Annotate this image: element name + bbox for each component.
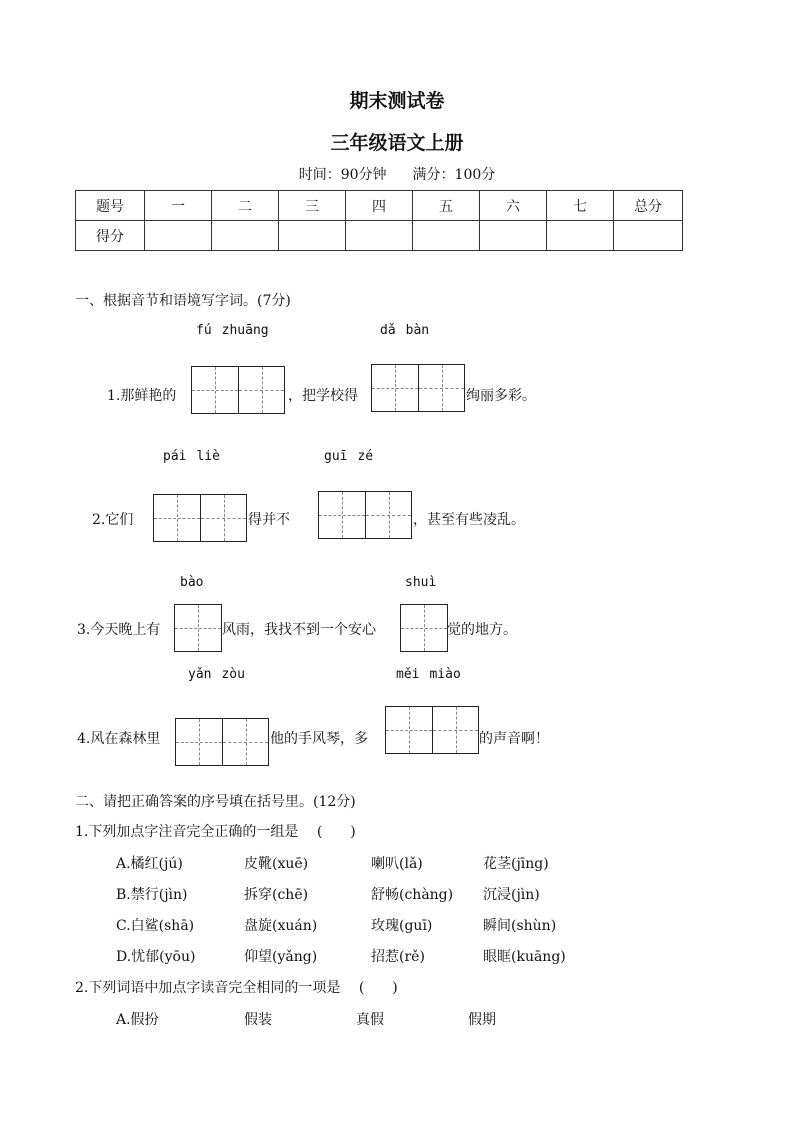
question-text: 得并不	[248, 512, 290, 528]
question-stem	[75, 977, 398, 997]
grid-cell[interactable]	[386, 707, 432, 753]
option: A.橘红(jú)	[116, 856, 183, 872]
exam-title: 期末测试卷	[349, 90, 445, 112]
pinyin: zhuāng	[221, 323, 269, 338]
grid-cell[interactable]	[401, 605, 447, 651]
option: B.禁行(jìn)	[116, 887, 188, 903]
question-text: 2.下列词语中加点字读音完全相同的一项是	[75, 980, 341, 996]
pinyin-group	[180, 575, 213, 590]
score-entry-cell[interactable]	[480, 221, 547, 251]
grid-cell[interactable]	[372, 365, 418, 411]
question-text: 风雨，我找不到一个安心	[222, 622, 376, 638]
table-cell: 总分	[614, 191, 683, 221]
score-entry-cell[interactable]	[346, 221, 413, 251]
table-cell: 一	[145, 191, 212, 221]
option: 瞬间(shùn)	[483, 918, 557, 934]
pinyin: liè	[196, 449, 220, 464]
score-table	[75, 190, 683, 251]
grid-cell[interactable]	[432, 707, 478, 753]
score-entry-cell[interactable]	[279, 221, 346, 251]
question-text: 3.今天晚上有	[77, 622, 161, 638]
question-text: 4.风在森林里	[77, 731, 161, 747]
question-stem	[75, 821, 356, 841]
option: 皮靴(xuē)	[244, 856, 309, 872]
pinyin-group	[188, 667, 255, 682]
option: 仰望(yǎng)	[244, 949, 318, 965]
pinyin: měi	[396, 667, 420, 682]
pinyin: dǎ	[380, 323, 396, 338]
pinyin-group	[324, 449, 383, 464]
grid-cell[interactable]	[319, 492, 365, 538]
answer-grid[interactable]	[385, 706, 479, 754]
score-table-header-row	[76, 191, 683, 221]
table-cell: 得分	[76, 221, 145, 251]
question-text: 觉的地方。	[447, 622, 517, 638]
answer-grid[interactable]	[175, 718, 269, 766]
score-entry-cell[interactable]	[413, 221, 480, 251]
question-text: 1.那鲜艳的	[107, 388, 177, 404]
pinyin: shuì	[405, 575, 437, 590]
option: 假期	[468, 1012, 496, 1028]
pinyin: zé	[357, 449, 374, 464]
grid-cell[interactable]	[176, 719, 222, 765]
pinyin: bàn	[405, 323, 430, 338]
score-entry-cell[interactable]	[547, 221, 614, 251]
full-score: 满分：100分	[412, 167, 496, 183]
pinyin-group	[163, 449, 230, 464]
answer-grid[interactable]	[174, 604, 222, 652]
option: 花茎(jīng)	[483, 856, 549, 872]
section2-heading: 二、请把正确答案的序号填在括号里。(12分)	[75, 794, 356, 810]
pinyin-group	[196, 323, 279, 338]
pinyin-group	[405, 575, 446, 590]
table-cell: 五	[413, 191, 480, 221]
option: A.假扮	[116, 1012, 159, 1028]
table-cell: 题号	[76, 191, 145, 221]
option: 招惹(rě)	[371, 949, 425, 965]
answer-grid[interactable]	[153, 494, 247, 542]
pinyin: zòu	[221, 667, 245, 682]
table-cell: 四	[346, 191, 413, 221]
table-cell: 七	[547, 191, 614, 221]
question-text: 绚丽多彩。	[466, 388, 536, 404]
score-table-score-row	[76, 221, 683, 251]
option: 舒畅(chàng)	[371, 887, 454, 903]
pinyin: fú	[196, 323, 212, 338]
grid-cell[interactable]	[200, 495, 246, 541]
option: 玫瑰(guī)	[371, 918, 433, 934]
table-cell: 六	[480, 191, 547, 221]
option: 喇叭(lǎ)	[371, 856, 423, 872]
exam-info	[0, 164, 794, 184]
answer-parentheses[interactable]: ( )	[358, 980, 398, 996]
question-text: 他的手风琴，多	[270, 731, 368, 747]
question-text: 1.下列加点字注音完全正确的一组是	[75, 824, 299, 840]
question-text: 的声音啊！	[479, 731, 549, 747]
answer-grid[interactable]	[318, 491, 412, 539]
answer-grid[interactable]	[191, 366, 285, 414]
grid-cell[interactable]	[175, 605, 221, 651]
option: 盘旋(xuán)	[244, 918, 318, 934]
option: D.忧郁(yōu)	[116, 949, 196, 965]
pinyin-group	[396, 667, 471, 682]
pinyin: miào	[429, 667, 461, 682]
grid-cell[interactable]	[418, 365, 464, 411]
option: 假装	[244, 1012, 272, 1028]
table-cell: 三	[279, 191, 346, 221]
pinyin: yǎn	[188, 667, 212, 682]
pinyin: pái	[163, 449, 187, 464]
option: C.白鲨(shā)	[116, 918, 195, 934]
section1-heading: 一、根据音节和语境写字词。(7分)	[75, 293, 291, 309]
question-text: 2.它们	[92, 512, 134, 528]
grid-cell[interactable]	[154, 495, 200, 541]
grid-cell[interactable]	[238, 367, 284, 413]
answer-grid[interactable]	[371, 364, 465, 412]
answer-grid[interactable]	[400, 604, 448, 652]
pinyin: bào	[180, 575, 204, 590]
option: 拆穿(chē)	[244, 887, 309, 903]
table-cell: 二	[212, 191, 279, 221]
pinyin-group	[380, 323, 439, 338]
option: 眼眶(kuāng)	[483, 949, 566, 965]
exam-subtitle: 三年级语文上册	[330, 132, 464, 154]
question-text: ，甚至有些凌乱。	[413, 512, 525, 528]
grid-cell[interactable]	[365, 492, 411, 538]
score-entry-cell[interactable]	[614, 221, 683, 251]
option: 沉浸(jìn)	[483, 887, 540, 903]
pinyin: guī	[324, 449, 348, 464]
question-text: ，把学校得	[288, 388, 358, 404]
grid-cell[interactable]	[222, 719, 268, 765]
score-entry-cell[interactable]	[145, 221, 212, 251]
option: 真假	[356, 1012, 384, 1028]
answer-parentheses[interactable]: ( )	[316, 824, 356, 840]
time-limit: 时间：90分钟	[298, 167, 387, 183]
grid-cell[interactable]	[192, 367, 238, 413]
score-entry-cell[interactable]	[212, 221, 279, 251]
